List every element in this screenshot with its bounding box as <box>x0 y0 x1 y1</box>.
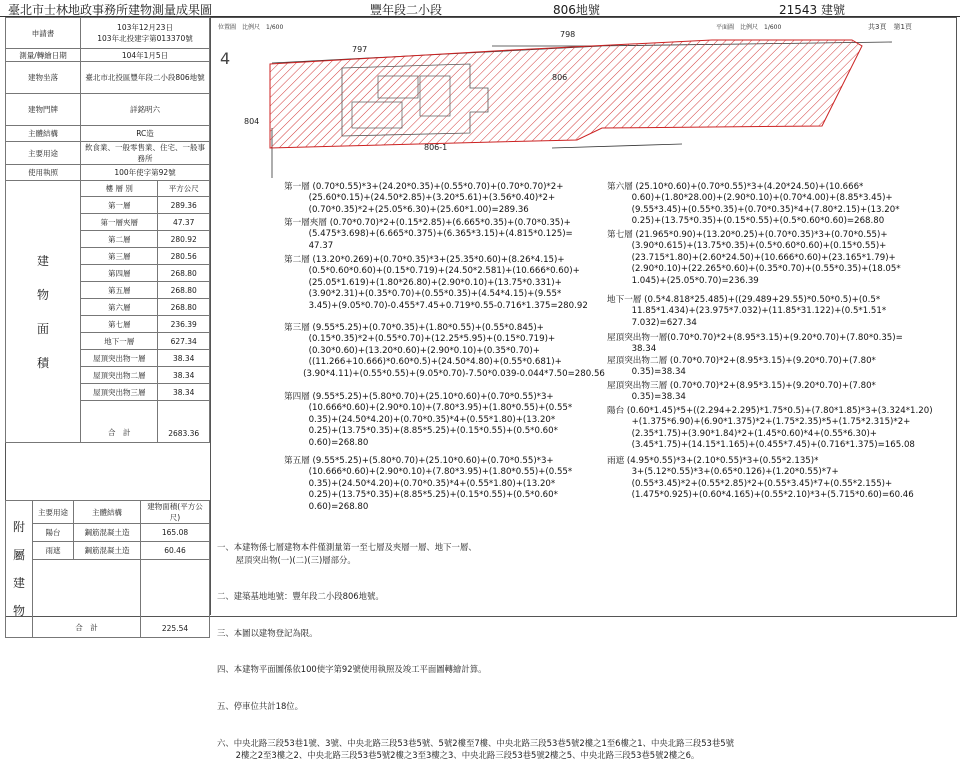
permit-value: 100年使字第92號 <box>81 165 210 181</box>
floor-name: 第二層 <box>81 231 158 248</box>
permit-label: 使用執照 <box>6 165 81 181</box>
location-label: 建物坐落 <box>6 62 81 94</box>
structure-value: RC造 <box>81 126 210 142</box>
floor-name: 地下一層 <box>81 333 158 350</box>
parcel-806-hatched <box>270 40 862 148</box>
survey-date: 104年1月5日 <box>81 49 210 62</box>
building-number: 21543 建號 <box>779 3 845 17</box>
attached-use: 陽台 <box>33 524 74 542</box>
lot-798-label: 798 <box>560 30 576 39</box>
calc-floor-3: 第三層 (9.55*5.25)+(0.70*0.35)+(1.80*0.55)+(0.55*0.845)+ (0.15*0.35)*2+(0.55*0.70)+(12.25*5.95)+(0.15*0.719)+ (0.30*0.60)+(13.20*0.60)+(2.90*0.10)+(0.35*0.70)+ ((11.266+10.666)*0.60*0.5)+(24.50*4.80)+(0.55*0.681)+ (3.90*4.11)+(0.55*0.55)+(9.05*0.70)-7.50*0.039-0.044*7.50=280.56 <box>284 323 605 379</box>
calc-floor-7: 第七層 (21.965*0.90)+(13.20*0.25)+(0.70*0.35)*3+(0.70*0.55)+ (3.90*0.615)+(13.75*0.35)+(0.5*0.60*0.60)+(0.15*0.55)+ (23.715*1.80)+(2.60*24.50)+(10.666*0.60)+(23.165*1.79)+ (2.90*0.10)+(22.265*0.60)+(0.35*0.70)+(0.55*0.35)+(18.05* 1.045)+(25.05*0.70)=236.39 <box>607 230 901 286</box>
note-6: 六、中央北路三段53巷1號、3號、中央北路三段53巷5號、5號2樓至7樓、中央北路三段53巷5號2樓之1至6樓之1、中央北路三段53巷5號 2樓之2至3樓之2、中央北路三段53巷5號2樓之3至3樓之3、中央北路三段53巷5號2樓之5、中央北路三段53巷5號2樓之6。 <box>217 737 734 760</box>
floor-name: 第五層 <box>81 282 158 299</box>
calc-basement-1: 地下一層 (0.5*4.818*25.485)+((29.489+29.55)*0.50*0.5)+(0.5* 11.85*1.434)+(23.975*7.032)+(11.85*31.122)+(0.5*1.51* 7.032)=627.34 <box>607 295 887 328</box>
north-mark: 4 <box>220 49 231 68</box>
calc-balcony: 陽台 (0.60*1.45)*5+((2.294+2.295)*1.75*0.5)+(7.80*1.85)*3+(3.324*1.20) +(1.375*6.90)+(6.90*1.375)*2+(1.75*2.35)*5+(1.75*2.315)*2+ (2.35*1.75)+(3.90*1.84)*2+(1.45*0.60)*4+(0.55*6.30)+ (3.45*1.75)+(14.15*1.165)+(0.455*7.45)+(0.716*1.375)=165.08 <box>607 406 933 451</box>
info-table <box>5 17 210 443</box>
floor-name: 第一層夾層 <box>81 214 158 231</box>
attached-structure: 鋼筋混凝土造 <box>74 524 141 542</box>
note-2: 二、建築基地地號：豐年段二小段806地號。 <box>217 591 384 602</box>
document-header <box>0 0 960 17</box>
attached-area-header: 建物面積(平方公尺) <box>141 501 210 524</box>
floor-name: 第四層 <box>81 265 158 282</box>
floor-name: 第三層 <box>81 248 158 265</box>
floor-plan-header: 平面圖 比例尺 1/600 <box>716 24 782 31</box>
attached-area: 165.08 <box>141 524 210 542</box>
floor-name: 第七層 <box>81 316 158 333</box>
lot-797-label: 797 <box>352 45 368 54</box>
calc-floor-2: 第二層 (13.20*0.269)+(0.70*0.35)*3+(25.35*0.60)+(8.26*4.15)+ (0.5*0.60*0.60)+(0.15*0.719)+(24.50*2.581)+(10.666*0.60)+ (25.05*1.619)+(1.80*26.80)+(2.90*0.10)+(13.75*0.331)+ (3.90*2.31)+(0.35*0.70)+(0.55*0.35)+(4.54*4.15)+(9.55* 3.45)+(9.05*0.70)-0.455*7.45+0.719*0.55-0.716*1.375=280.92 <box>284 255 588 311</box>
floor-col-header: 樓 層 別 <box>81 181 158 197</box>
attached-use-header: 主要用途 <box>33 501 74 524</box>
note-5: 五、停車位共計18位。 <box>217 701 304 712</box>
attached-total-area: 225.54 <box>141 560 210 638</box>
lot-804-label: 804 <box>244 117 260 126</box>
location-value: 臺北市北投區豐年段二小段806地號 <box>81 62 210 94</box>
calc-roof-1: 屋頂突出物一層(0.70*0.70)*2+(8.95*3.15)+(9.20*0.70)+(7.80*0.35)= 38.34 <box>607 333 903 355</box>
calc-floor-1-mezzanine: 第一層夾層 (0.70*0.70)*2+(0.15*2.85)+(6.665*0.35)+(0.70*0.35)+ (5.475*3.698)+(6.665*0.375)+(6.365*3.15)+(4.815*0.125)= 47.37 <box>284 218 573 251</box>
floor-name: 屋頂突出物一層 <box>81 350 158 367</box>
use-value: 飲食業、一般零售業、住宅、一般事務所 <box>81 142 210 165</box>
lot-boundary <box>552 144 682 148</box>
note-4: 四、本建物平面圖係依100使字第92號使用執照及竣工平面圖轉繪計算。 <box>217 664 487 675</box>
note-3: 三、本圖以建物登記為限。 <box>217 627 318 638</box>
floor-name: 屋頂突出物二層 <box>81 367 158 384</box>
floor-area: 280.56 <box>158 248 210 265</box>
attached-structure: 鋼筋混凝土造 <box>74 542 141 560</box>
doorplate-value: 詳銘明六 <box>81 94 210 126</box>
location-map-header: 位置圖 比例尺 1/600 <box>218 24 284 31</box>
use-label: 主要用途 <box>6 142 81 165</box>
attached-use: 雨遮 <box>33 542 74 560</box>
floor-area: 627.34 <box>158 333 210 350</box>
info-panel <box>5 17 211 633</box>
apply-label: 申請書 <box>6 18 81 49</box>
floor-name: 第一層 <box>81 197 158 214</box>
office-title: 臺北市士林地政事務所建物測量成果圖 <box>8 3 213 17</box>
attached-table <box>5 500 210 638</box>
floor-area: 268.80 <box>158 282 210 299</box>
area-col-header: 平方公尺 <box>158 181 210 197</box>
calc-canopy: 雨遮 (4.95*0.55)*3+(2.10*0.55)*3+(0.55*2.135)* 3+(5.12*0.55)*3+(0.65*0.126)+(1.20*0.55)*7+ (0.55*3.45)*2+(0.55*2.85)*2+(0.55*3.45)*7+(0.55*2.155)+ (1.475*0.925)+(0.60*4.165)+(0.55*2.10)*3+(5.715*0.60)=60.46 <box>607 456 914 501</box>
floor-area: 38.34 <box>158 384 210 401</box>
note-1: 一、本建物係七層建物本件僅測量第一至七層及夾層一層、地下一層、 屋頂突出物(一)(二)(三)層部分。 <box>217 542 477 565</box>
floor-total-label: 合 計 <box>81 401 158 443</box>
attached-area: 60.46 <box>141 542 210 560</box>
floor-area: 38.34 <box>158 367 210 384</box>
calc-roof-3: 屋頂突出物三層 (0.70*0.70)*2+(8.95*3.15)+(9.20*0.70)+(7.80* 0.35)=38.34 <box>607 381 876 403</box>
floor-name: 第六層 <box>81 299 158 316</box>
floor-area: 280.92 <box>158 231 210 248</box>
location-plan-drawing <box>212 28 952 178</box>
floor-area-vertical-label: 建 物 面 積 <box>6 181 81 443</box>
attached-vertical-label: 附 屬 建 物 <box>6 501 33 638</box>
apply-value: 103年12月23日 103年北投建字第013370號 <box>81 18 210 49</box>
floor-area: 289.36 <box>158 197 210 214</box>
lot-806-label: 806 <box>552 73 568 82</box>
calc-floor-5: 第五層 (9.55*5.25)+(5.80*0.70)+(25.10*0.60)+(0.70*0.55)*3+ (10.666*0.60)+(2.90*0.10)+(7.80*3.95)+(1.80*0.55)+(0.55* 0.35)+(24.50*4.20)+(0.70*0.35)*4+(0.55*1.80)+(13.20* 0.25)+(13.75*0.35)+(8.85*5.25)+(0.15*0.55)+(0.5*0.60* 0.60)=268.80 <box>284 456 573 512</box>
floor-name: 屋頂突出物三層 <box>81 384 158 401</box>
page-indicator: 共3頁 第1頁 <box>868 23 912 31</box>
calc-roof-2: 屋頂突出物二層 (0.70*0.70)*2+(8.95*3.15)+(9.20*0.70)+(7.80* 0.35)=38.34 <box>607 356 876 378</box>
lot-title: 806地號 <box>553 3 600 17</box>
attached-total-label: 合 計 <box>33 560 141 638</box>
attached-structure-header: 主體結構 <box>74 501 141 524</box>
calc-floor-4: 第四層 (9.55*5.25)+(5.80*0.70)+(25.10*0.60)+(0.70*0.55)*3+ (10.666*0.60)+(2.90*0.10)+(7.80*3.95)+(1.80*0.55)+(0.55* 0.35)+(24.50*4.20)+(0.70*0.35)*4+(0.55*1.80)+(13.20* 0.25)+(13.75*0.35)+(8.85*5.25)+(0.15*0.55)+(0.5*0.60* 0.60)=268.80 <box>284 392 573 448</box>
calc-floor-6: 第六層 (25.10*0.60)+(0.70*0.55)*3+(4.20*24.50)+(10.666* 0.60)+(1.80*28.00)+(2.90*0.10)+(0.70*4.00)+(8.85*3.45)+ (9.55*3.45)+(0.55*0.35)+(0.70*0.35)*4+(7.80*2.15)+(13.20* 0.25)+(13.75*0.35)+(0.15*0.55)+(0.5*0.60*0.60)=268.80 <box>607 182 900 227</box>
floor-area: 236.39 <box>158 316 210 333</box>
floor-area: 268.80 <box>158 265 210 282</box>
notes-section <box>217 517 734 773</box>
floor-area: 47.37 <box>158 214 210 231</box>
survey-date-label: 測量/轉繪日期 <box>6 49 81 62</box>
floor-area: 38.34 <box>158 350 210 367</box>
floor-total-area: 2683.36 <box>158 401 210 443</box>
section-title: 豐年段二小段 <box>370 3 443 17</box>
doorplate-label: 建物門牌 <box>6 94 81 126</box>
lot-806-1-label: 806-1 <box>424 143 448 152</box>
calc-floor-1: 第一層 (0.70*0.55)*3+(24.20*0.35)+(0.55*0.70)+(0.70*0.70)*2+ (25.60*0.15)+(24.50*2.85)+(3.20*5.61)+(3.56*0.40)*2+ (0.70*0.35)*2+(25.05*6.30)+(25.60*1.00)=289.36 <box>284 182 564 215</box>
floor-area: 268.80 <box>158 299 210 316</box>
structure-label: 主體結構 <box>6 126 81 142</box>
